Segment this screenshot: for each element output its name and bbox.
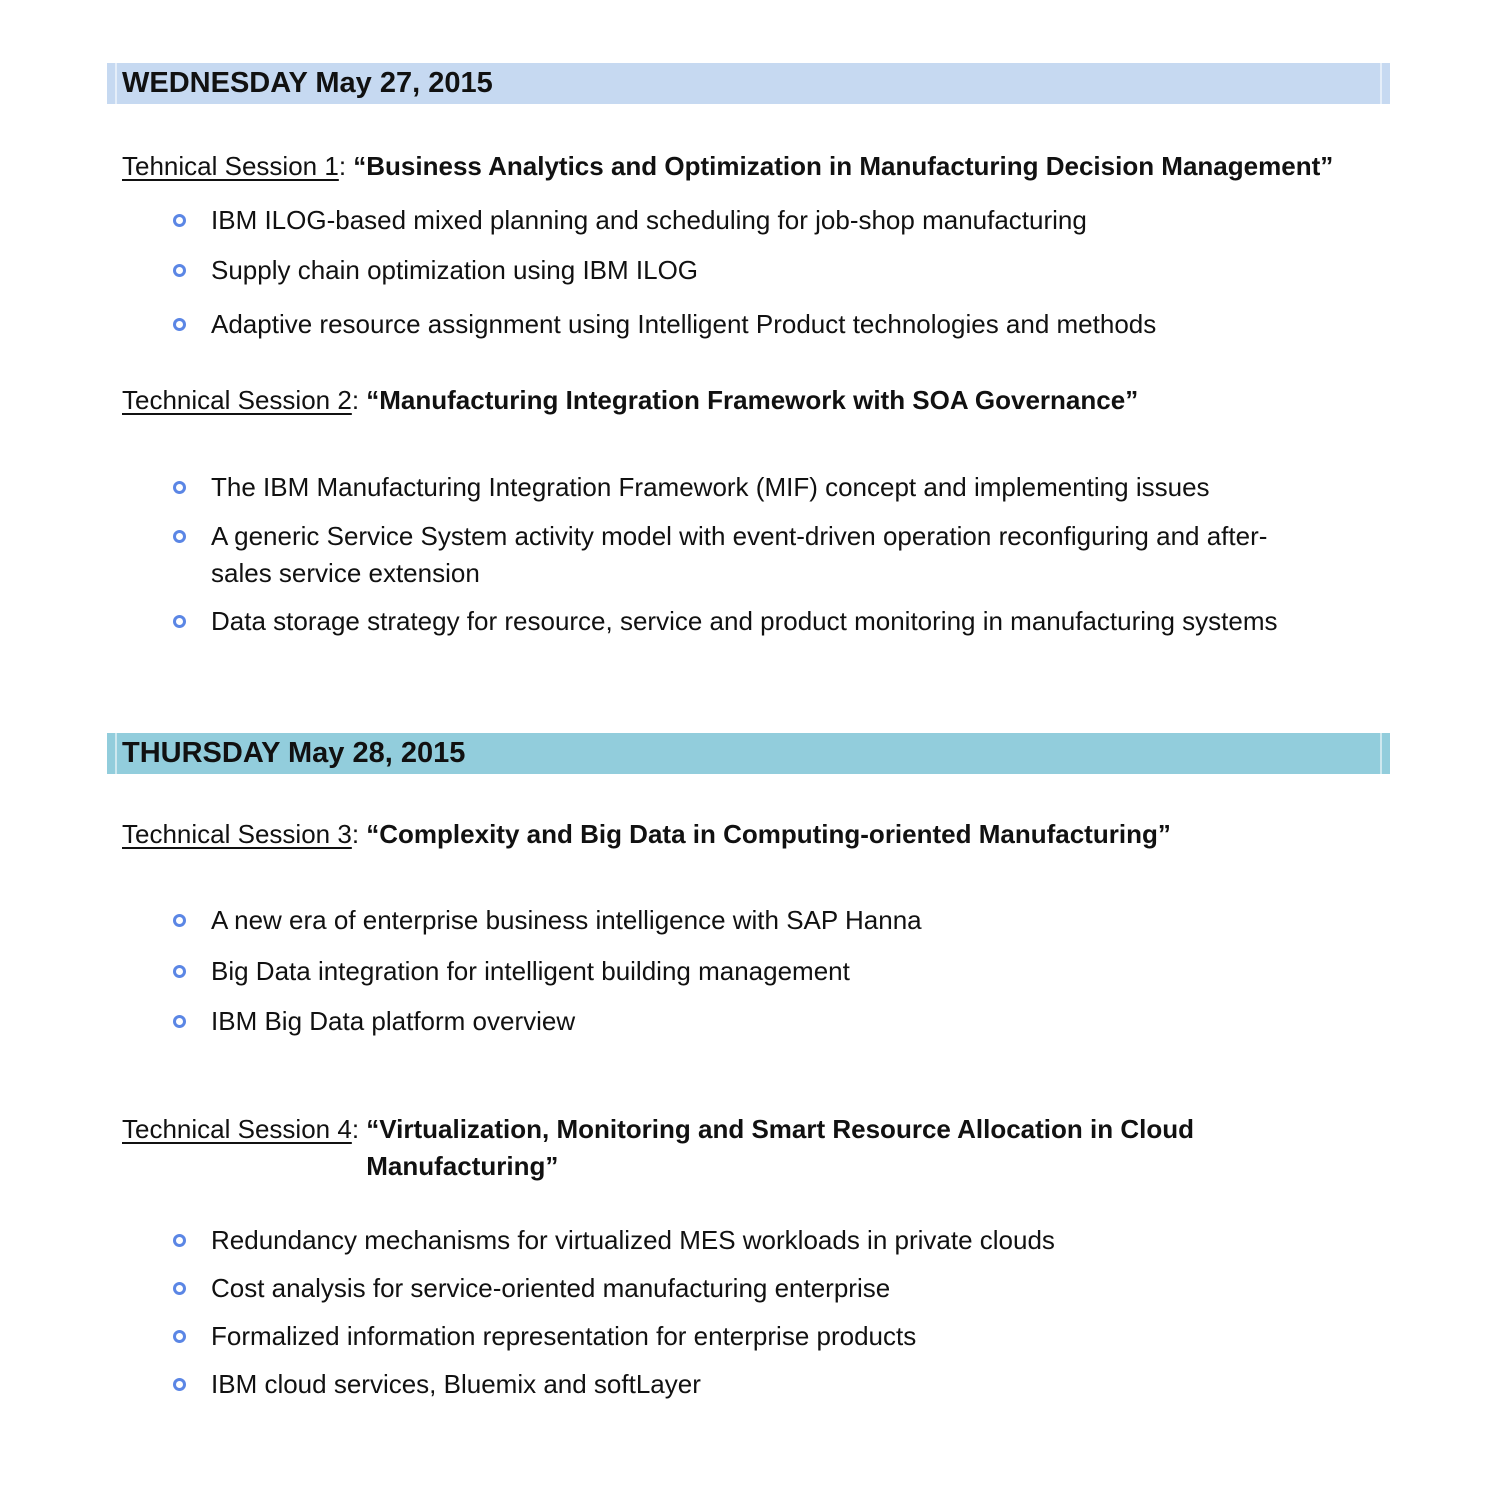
list-item-text: The IBM Manufacturing Integration Framework (MIF) concept and implementing issues — [211, 472, 1210, 502]
heading-bar-edge — [115, 733, 117, 774]
session-label: Technical Session 4 — [122, 1114, 352, 1144]
ring-bullet-icon — [173, 615, 186, 628]
session-title: “Business Analytics and Optimization in Manufacturing Decision Management” — [353, 151, 1334, 181]
list-item-text: Big Data integration for intelligent building management — [211, 956, 850, 986]
session-colon: : — [351, 385, 367, 415]
session-colon: : — [351, 1114, 367, 1144]
ring-bullet-icon — [173, 1015, 186, 1028]
ring-bullet-icon — [173, 481, 186, 494]
ring-bullet-icon — [173, 264, 186, 277]
list-item — [171, 1222, 1291, 1259]
day-heading-thursday — [107, 733, 1390, 774]
list-item — [171, 603, 1291, 640]
list-item — [171, 902, 1291, 939]
ring-bullet-icon — [173, 530, 186, 543]
list-item-text: Supply chain optimization using IBM ILOG — [211, 255, 699, 285]
day-heading-text: WEDNESDAY May 27, 2015 — [122, 67, 493, 99]
session-title: “Virtualization, Monitoring and Smart Resource Allocation in Cloud Manufacturing” — [366, 1114, 1194, 1181]
list-item — [171, 1318, 1291, 1355]
session-heading-2 — [122, 382, 1138, 419]
list-item-text: IBM Big Data platform overview — [211, 1006, 576, 1036]
ring-bullet-icon — [173, 914, 186, 927]
session-label: Technical Session 2 — [122, 385, 352, 415]
session-heading-3 — [122, 816, 1171, 853]
list-item — [171, 1003, 1291, 1040]
list-item-text: A new era of enterprise business intelligence with SAP Hanna — [211, 905, 922, 935]
session-label: Tehnical Session 1 — [122, 151, 339, 181]
ring-bullet-icon — [173, 1234, 186, 1247]
list-item-text: IBM ILOG-based mixed planning and scheduling for job-shop manufacturing — [211, 205, 1087, 235]
ring-bullet-icon — [173, 318, 186, 331]
heading-bar-edge — [115, 63, 117, 104]
list-item — [171, 1270, 1291, 1307]
session-heading-4 — [122, 1111, 1246, 1185]
list-item — [171, 252, 1291, 289]
list-item-text: Cost analysis for service-oriented manufacturing enterprise — [211, 1273, 891, 1303]
day-heading-wednesday — [107, 63, 1390, 104]
list-item — [171, 469, 1291, 506]
session-title: “Manufacturing Integration Framework with SOA Governance” — [366, 385, 1139, 415]
list-item-text: Data storage strategy for resource, service and product monitoring in manufacturing systems — [211, 606, 1278, 636]
list-item — [171, 1366, 1291, 1403]
heading-bar-edge — [1380, 733, 1382, 774]
list-item — [171, 202, 1291, 239]
ring-bullet-icon — [173, 1330, 186, 1343]
session-title: “Complexity and Big Data in Computing-oriented Manufacturing” — [366, 819, 1171, 849]
list-item-text: Adaptive resource assignment using Intelligent Product technologies and methods — [211, 309, 1157, 339]
ring-bullet-icon — [173, 1282, 186, 1295]
list-item-text: Redundancy mechanisms for virtualized MES workloads in private clouds — [211, 1225, 1055, 1255]
list-item — [171, 518, 1291, 592]
list-item — [171, 306, 1291, 343]
ring-bullet-icon — [173, 965, 186, 978]
day-heading-text: THURSDAY May 28, 2015 — [122, 737, 466, 769]
session-heading-1 — [122, 148, 1333, 185]
ring-bullet-icon — [173, 214, 186, 227]
list-item-text: A generic Service System activity model with event-driven operation reconfiguring and after-sales service extension — [211, 521, 1268, 588]
session-label: Technical Session 3 — [122, 819, 352, 849]
list-item — [171, 953, 1291, 990]
session-colon: : — [351, 819, 367, 849]
session-colon: : — [338, 151, 354, 181]
ring-bullet-icon — [173, 1378, 186, 1391]
list-item-text: IBM cloud services, Bluemix and softLayer — [211, 1369, 701, 1399]
list-item-text: Formalized information representation for enterprise products — [211, 1321, 917, 1351]
heading-bar-edge — [1380, 63, 1382, 104]
